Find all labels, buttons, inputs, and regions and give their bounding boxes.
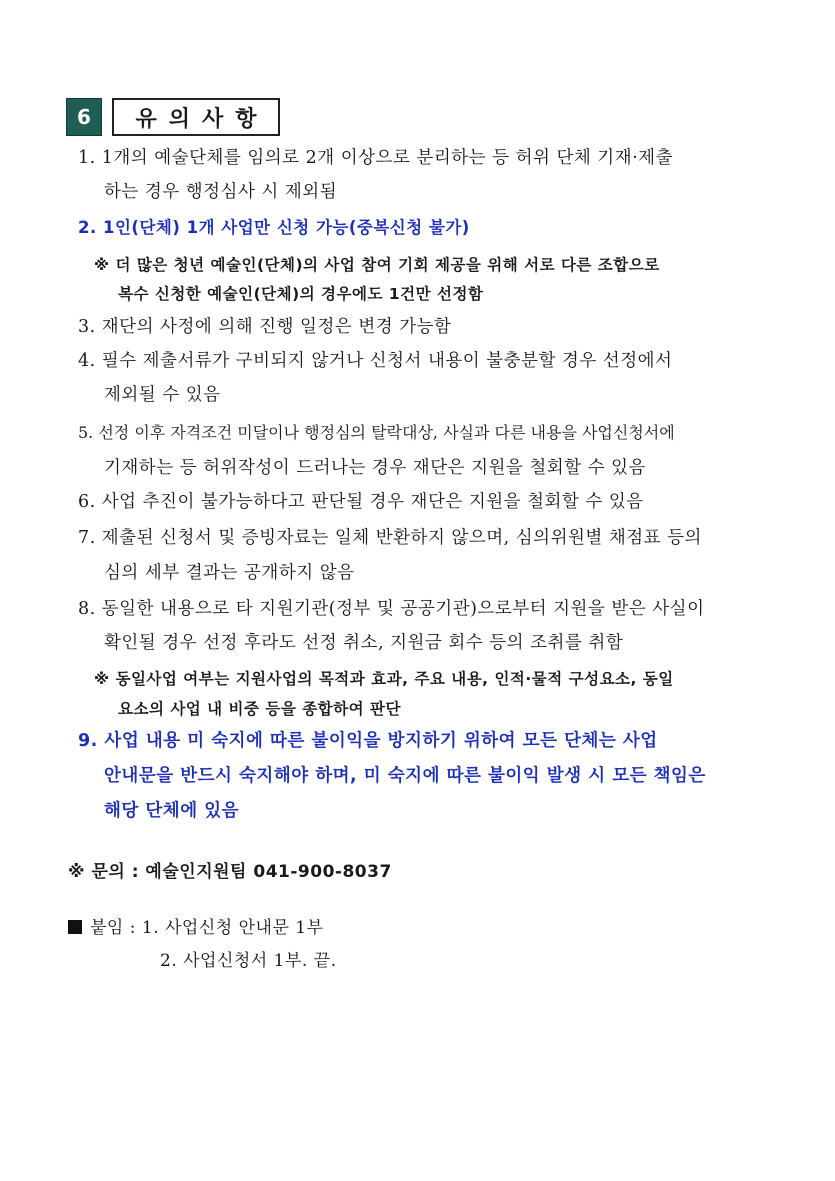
attachments-line-2: 2. 사업신청서 1부. 끝.	[160, 951, 337, 971]
section-header	[66, 98, 280, 136]
item-9-line-2: 안내문을 반드시 숙지해야 하며, 미 숙지에 따른 불이익 발생 시 모든 책임은	[104, 766, 706, 786]
attachments-label: 붙임 : 1. 사업신청 안내문 1부	[90, 918, 324, 938]
note-1-line-2: 복수 신청한 예술인(단체)의 경우에도 1건만 선정함	[118, 285, 484, 303]
item-7-line-1: 7. 제출된 신청서 및 증빙자료는 일체 반환하지 않으며, 심의위원별 채점표 등의	[78, 528, 702, 548]
item-4-line-2: 제외될 수 있음	[104, 385, 221, 405]
attachments-line-1	[68, 916, 324, 940]
item-6: 6. 사업 추진이 불가능하다고 판단될 경우 재단은 지원을 철회할 수 있음	[78, 492, 644, 512]
item-9-line-1: 9. 사업 내용 미 숙지에 따른 불이익을 방지하기 위하여 모든 단체는 사업	[78, 731, 658, 751]
item-4-line-1: 4. 필수 제출서류가 구비되지 않거나 신청서 내용이 불충분할 경우 선정에서	[78, 351, 673, 371]
item-8-line-2: 확인될 경우 선정 후라도 선정 취소, 지원금 회수 등의 조취를 취함	[104, 633, 624, 653]
item-3: 3. 재단의 사정에 의해 진행 일정은 변경 가능함	[78, 317, 452, 337]
note-2-line-2: 요소의 사업 내 비중 등을 종합하여 판단	[118, 700, 401, 718]
item-9-line-3: 해당 단체에 있음	[104, 801, 240, 821]
section-number: 6	[66, 98, 102, 136]
note-1-line-1: ※ 더 많은 청년 예술인(단체)의 사업 참여 기회 제공을 위해 서로 다른 조합으로	[94, 256, 660, 274]
section-title: 유의사항	[112, 98, 280, 136]
item-1-line-2: 하는 경우 행정심사 시 제외됨	[104, 182, 338, 202]
contact-info: ※ 문의 : 예술인지원팀 041-900-8037	[68, 862, 392, 882]
item-8-line-1: 8. 동일한 내용으로 타 지원기관(정부 및 공공기관)으로부터 지원을 받은 사실이	[78, 599, 705, 619]
square-bullet-icon	[68, 920, 82, 934]
item-5-line-1: 5. 선정 이후 자격조건 미달이나 행정심의 탈락대상, 사실과 다른 내용을 사업신청서에	[78, 423, 675, 442]
item-7-line-2: 심의 세부 결과는 공개하지 않음	[104, 563, 355, 583]
note-2-line-1: ※ 동일사업 여부는 지원사업의 목적과 효과, 주요 내용, 인적·물적 구성요소, 동일	[94, 670, 674, 688]
item-2: 2. 1인(단체) 1개 사업만 신청 가능(중복신청 불가)	[78, 218, 470, 237]
item-1-line-1: 1. 1개의 예술단체를 임의로 2개 이상으로 분리하는 등 허위 단체 기재·제출	[78, 148, 673, 168]
item-5-line-2: 기재하는 등 허위작성이 드러나는 경우 재단은 지원을 철회할 수 있음	[104, 458, 646, 478]
